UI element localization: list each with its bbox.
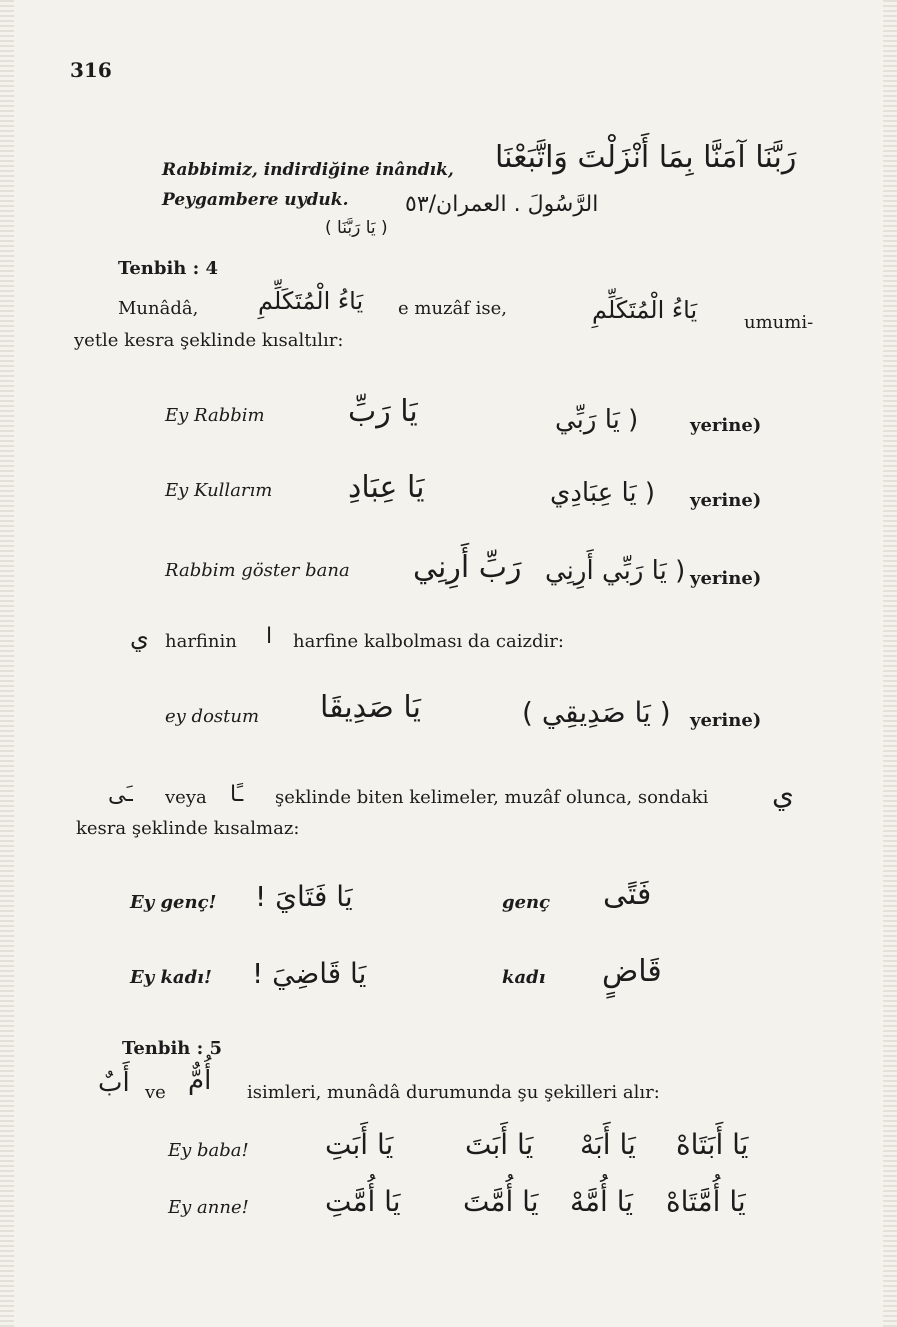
- rule2-veya: veya: [165, 787, 207, 808]
- page-number: 316: [70, 58, 112, 82]
- example-1-original: ( يَا رَبِّي: [555, 405, 639, 435]
- tenbih-4-text-line2: yetle kesra şeklinde kısaltılır:: [74, 330, 344, 351]
- rule2-example-1-word-arabic: فَتًى: [603, 877, 652, 912]
- example-3-arabic: رَبِّ أَرِنِي: [413, 550, 522, 585]
- tenbih-5-row-1-form-3: يَا أَبَهْ: [580, 1128, 636, 1161]
- tenbih-5-row-1-form-1: يَا أَبَتِ: [325, 1128, 394, 1161]
- tenbih-5-row-1-label: Ey baba!: [168, 1140, 249, 1161]
- rule2-example-2-word-arabic: قَاضٍ: [602, 954, 662, 989]
- example-2-translation: Ey Kullarım: [165, 480, 273, 501]
- tenbih-5-arabic-1: أَبٌ: [98, 1068, 130, 1098]
- tenbih-5-row-2-form-4: يَا أُمَّتَاهْ: [666, 1185, 746, 1218]
- rule2-text: şeklinde biten kelimeler, muzâf olunca, sondaki: [275, 787, 709, 808]
- example-1-arabic: يَا رَبِّ: [348, 394, 418, 429]
- tenbih-4-arabic-1: يَاءُ الْمُتَكَلِّمِ: [258, 287, 364, 315]
- alt-example-original: ( يَا صَدِيقِي ): [522, 696, 671, 729]
- rule2-arabic-2: ـًا: [230, 782, 244, 807]
- example-2-original: ( يَا عِبَادِي: [550, 478, 656, 508]
- tenbih-4-arabic-2: يَاءُ الْمُتَكَلِّمِ: [592, 296, 698, 324]
- tenbih-5-heading: Tenbih : 5: [122, 1038, 223, 1059]
- rule2-arabic-1: ـَى: [108, 782, 133, 807]
- example-2-arabic: يَا عِبَادِ: [348, 470, 425, 505]
- right-page-edge: [883, 0, 897, 1327]
- tenbih-4-text-start: Munâdâ,: [118, 298, 199, 319]
- tenbih-5-ve: ve: [145, 1082, 166, 1103]
- verse-arabic-parenthetical: ( يَا رَبَّنَا ): [325, 218, 388, 238]
- alt-example-yerine: yerine): [690, 710, 762, 731]
- rule2-example-1-translation: Ey genç!: [130, 892, 217, 913]
- tenbih-5-row-2-form-1: يَا أُمَّتِ: [325, 1185, 401, 1218]
- verse-arabic-line2: الرَّسُولَ . العمران/٥٣: [405, 192, 599, 217]
- rule2-example-1-word-translation: genç: [502, 892, 551, 913]
- alt-alif-letter: ا: [266, 624, 273, 649]
- tenbih-4-heading: Tenbih : 4: [118, 258, 219, 279]
- alt-text-2: harfine kalbolması da caizdir:: [293, 631, 564, 652]
- tenbih-5-row-2-label: Ey anne!: [168, 1197, 249, 1218]
- left-page-edge: [0, 0, 14, 1327]
- example-3-original: ( يَا رَبِّي أَرِنِي: [545, 556, 686, 586]
- verse-translation-line2: Peygambere uyduk.: [162, 190, 349, 210]
- tenbih-5-row-1-form-4: يَا أَبَتَاهْ: [676, 1128, 749, 1161]
- rule2-example-2-translation: Ey kadı!: [130, 967, 212, 988]
- alt-text-1: harfinin: [165, 631, 237, 652]
- tenbih-5-row-2-form-3: يَا أُمَّهْ: [570, 1185, 634, 1218]
- tenbih-5-text: isimleri, munâdâ durumunda şu şekilleri alır:: [247, 1082, 660, 1103]
- example-2-yerine: yerine): [690, 490, 762, 511]
- alt-example-translation: ey dostum: [165, 706, 260, 727]
- tenbih-4-text-mid: e muzâf ise,: [398, 298, 508, 319]
- tenbih-4-text-end: umumi-: [744, 312, 814, 333]
- alt-example-arabic: يَا صَدِيقَا: [320, 690, 421, 725]
- rule2-example-2-arabic: يَا قَاضِيَ !: [252, 957, 367, 990]
- alt-ya-letter: ي: [130, 624, 149, 652]
- rule2-line2: kesra şeklinde kısalmaz:: [76, 818, 300, 839]
- example-1-translation: Ey Rabbim: [165, 405, 265, 426]
- rule2-example-2-word-translation: kadı: [502, 967, 546, 988]
- tenbih-5-row-1-form-2: يَا أَبَتَ: [465, 1128, 534, 1161]
- example-1-yerine: yerine): [690, 415, 762, 436]
- example-3-translation: Rabbim göster bana: [165, 560, 350, 581]
- rule2-example-1-arabic: يَا فَتَايَ !: [255, 880, 353, 913]
- tenbih-5-row-2-form-2: يَا أُمَّتَ: [463, 1185, 539, 1218]
- tenbih-5-arabic-2: أُمٌّ: [188, 1066, 212, 1096]
- rule2-arabic-end: ي: [772, 778, 794, 811]
- verse-arabic: رَبَّنَا آمَنَّا بِمَا أَنْزَلْتَ وَاتَّبَعْنَا: [495, 140, 797, 175]
- example-3-yerine: yerine): [690, 568, 762, 589]
- verse-translation-line1: Rabbimiz, indirdiğine inândık,: [162, 160, 454, 180]
